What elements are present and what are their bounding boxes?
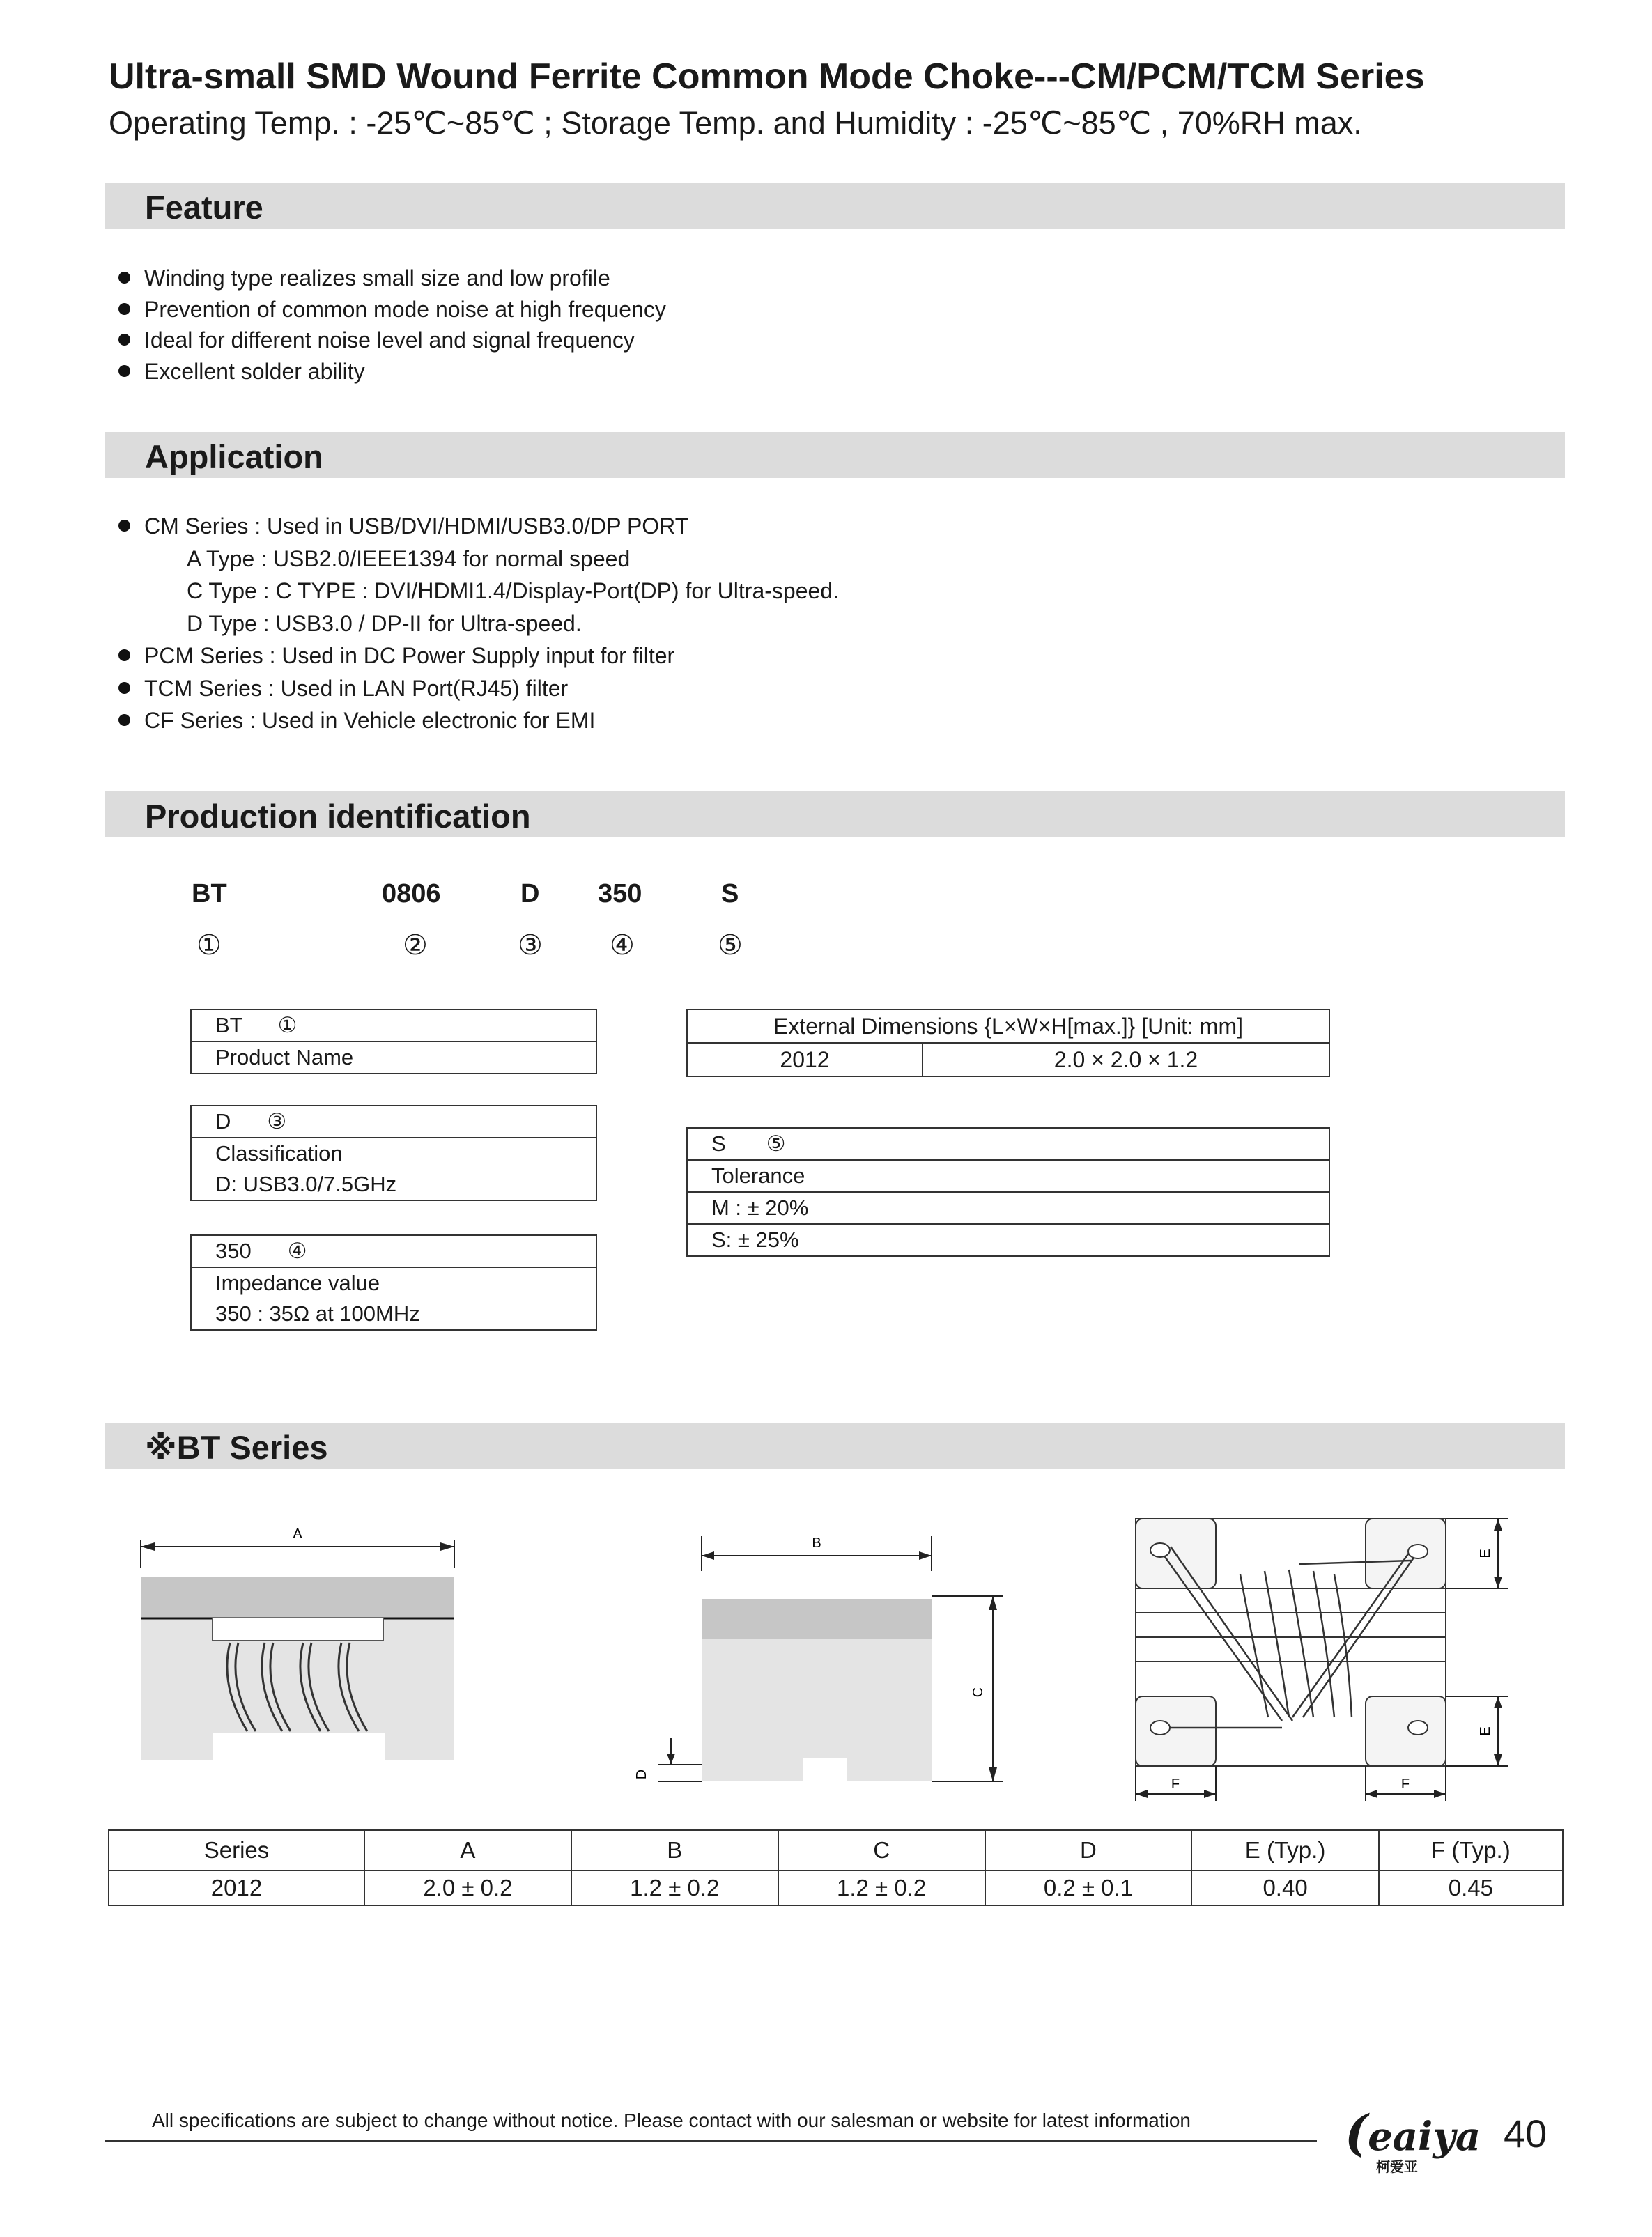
table-row <box>109 1871 1563 1905</box>
list-item: CM Series : Used in USB/DVI/HDMI/USB3.0/DP PORT <box>118 510 839 543</box>
bullet-icon <box>118 520 130 532</box>
box-label: Classification <box>191 1138 596 1169</box>
box-marker: ⑤ <box>766 1131 786 1156</box>
table-header-cell: Series <box>109 1830 364 1871</box>
list-subitem: D Type : USB3.0 / DP-II for Ultra-speed. <box>187 610 582 636</box>
box-code: D <box>215 1109 231 1133</box>
table-header-row <box>109 1830 1563 1871</box>
feature-heading: Feature <box>145 189 263 226</box>
production-section-header <box>105 791 1565 837</box>
dim-label-f2: F <box>1400 1777 1410 1792</box>
table-cell: 2.0 ± 0.2 <box>364 1871 571 1905</box>
dims-header: External Dimensions {L×W×H[max.]} [Unit: mm] <box>687 1009 1329 1043</box>
list-item: TCM Series : Used in LAN Port(RJ45) filter <box>118 672 839 705</box>
table-header-cell: E (Typ.) <box>1191 1830 1378 1871</box>
box-value: S: ± 25% <box>687 1224 1329 1256</box>
dim-label-c: C <box>971 1687 986 1698</box>
box-marker: ③ <box>267 1109 287 1133</box>
list-item: Ideal for different noise level and signal frequency <box>118 325 666 356</box>
code-part-impedance: 350 <box>598 879 642 908</box>
marker-5: ⑤ <box>718 930 743 961</box>
page-title: Ultra-small SMD Wound Ferrite Common Mode Choke---CM/PCM/TCM Series <box>109 56 1425 97</box>
table-header-cell: F (Typ.) <box>1379 1830 1563 1871</box>
code-part-size: 0806 <box>382 879 441 908</box>
bullet-icon <box>118 649 130 661</box>
box-code: BT <box>215 1013 243 1037</box>
table-cell: 2012 <box>109 1871 364 1905</box>
dim-label-f: F <box>1171 1777 1180 1792</box>
table-cell: 0.40 <box>1191 1871 1378 1905</box>
external-dimensions-box <box>686 1009 1330 1077</box>
marker-3: ③ <box>518 930 543 961</box>
box-value: D: USB3.0/7.5GHz <box>191 1169 596 1200</box>
tolerance-box <box>686 1127 1330 1257</box>
table-header-cell: B <box>571 1830 778 1871</box>
page-subtitle: Operating Temp. : -25℃~85℃ ; Storage Temp. and Humidity : -25℃~85℃ , 70%RH max. <box>109 105 1362 141</box>
dim-label-a: A <box>293 1526 302 1542</box>
marker-1: ① <box>196 930 222 961</box>
brand-logo: (eaiya <box>1345 2104 1481 2162</box>
footer-divider <box>105 2140 1317 2142</box>
box-marker: ④ <box>287 1239 307 1263</box>
bullet-icon <box>118 365 130 377</box>
bullet-icon <box>118 334 130 346</box>
footer-notice: All specifications are subject to change without notice. Please contact with our salesman or website for latest information <box>152 2110 1191 2131</box>
list-subitem: C Type : C TYPE : DVI/HDMI1.4/Display-Port(DP) for Ultra-speed. <box>187 578 839 603</box>
bt-series-heading: ※BT Series <box>145 1429 328 1466</box>
marker-4: ④ <box>610 930 635 961</box>
impedance-box <box>190 1234 597 1331</box>
classification-box <box>190 1105 597 1201</box>
table-cell: 0.2 ± 0.1 <box>985 1871 1192 1905</box>
box-value: M : ± 20% <box>687 1192 1329 1224</box>
code-part-tolerance: S <box>721 879 739 908</box>
table-cell: 1.2 ± 0.2 <box>778 1871 985 1905</box>
bullet-icon <box>118 303 130 315</box>
application-section-header <box>105 432 1565 478</box>
dim-label-b: B <box>812 1535 821 1551</box>
table-cell: 1.2 ± 0.2 <box>571 1871 778 1905</box>
box-value: 350 : 35Ω at 100MHz <box>191 1299 596 1330</box>
list-item: PCM Series : Used in DC Power Supply input for filter <box>118 640 839 672</box>
side-view-diagram <box>136 1519 463 1777</box>
top-view-diagram <box>1122 1508 1540 1808</box>
box-label: Tolerance <box>687 1160 1329 1192</box>
application-heading: Application <box>145 438 323 475</box>
list-item: Prevention of common mode noise at high frequency <box>118 294 666 325</box>
box-code: 350 <box>215 1239 252 1263</box>
dims-value: 2.0 × 2.0 × 1.2 <box>923 1043 1329 1076</box>
production-heading: Production identification <box>145 798 531 835</box>
list-item: Winding type realizes small size and low profile <box>118 263 666 294</box>
box-label: Impedance value <box>191 1267 596 1299</box>
table-cell: 0.45 <box>1379 1871 1563 1905</box>
table-header-cell: C <box>778 1830 985 1871</box>
brand-logo-subtitle: 柯爱亚 <box>1376 2160 1418 2175</box>
list-item: Excellent solder ability <box>118 356 666 387</box>
page-number: 40 <box>1504 2112 1547 2155</box>
feature-list <box>118 263 666 387</box>
bullet-icon <box>118 714 130 726</box>
list-subitem: A Type : USB2.0/IEEE1394 for normal speed <box>187 545 631 571</box>
marker-2: ② <box>403 930 428 961</box>
dim-label-d: D <box>634 1769 649 1780</box>
application-list <box>118 510 839 737</box>
list-item: CF Series : Used in Vehicle electronic for EMI <box>118 704 839 737</box>
box-label: Product Name <box>191 1042 596 1074</box>
code-part-series: BT <box>192 879 227 908</box>
box-marker: ① <box>277 1013 298 1037</box>
dimensions-table <box>108 1829 1564 1906</box>
code-part-class: D <box>520 879 540 908</box>
dim-label-e2: E <box>1478 1726 1493 1736</box>
product-name-box <box>190 1009 597 1074</box>
table-header-cell: A <box>364 1830 571 1871</box>
table-header-cell: D <box>985 1830 1192 1871</box>
bullet-icon <box>118 682 130 694</box>
bullet-icon <box>118 272 130 284</box>
feature-section-header <box>105 183 1565 229</box>
front-view-diagram <box>631 1529 1021 1808</box>
dims-code: 2012 <box>687 1043 923 1076</box>
box-code: S <box>711 1131 726 1156</box>
bt-series-section-header <box>105 1423 1565 1469</box>
dim-label-e: E <box>1478 1549 1493 1558</box>
